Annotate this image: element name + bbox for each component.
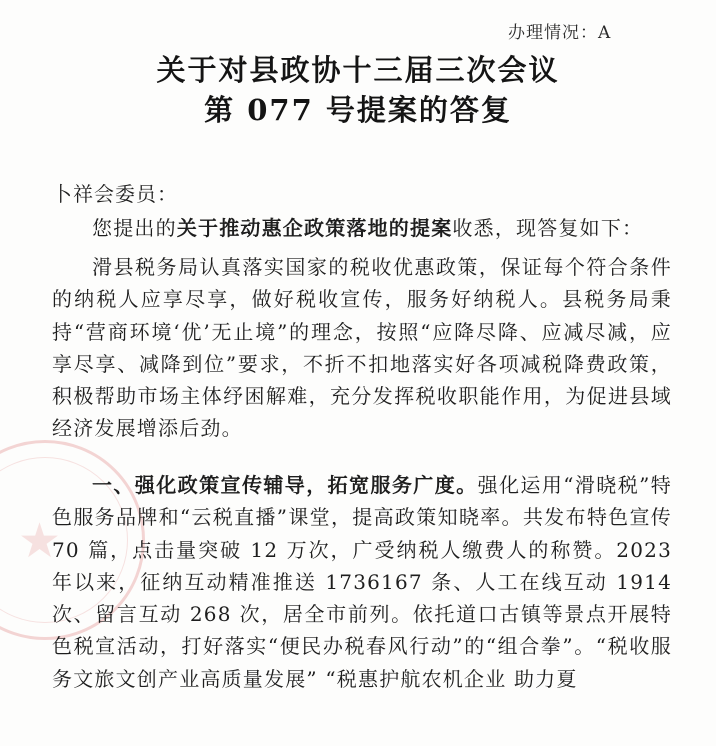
paragraph-intro (52, 212, 672, 244)
section-one-heading: 一、强化政策宣传辅导，拓宽服务广度。 (92, 473, 478, 497)
paragraph-overview: 滑县税务局认真落实国家的税收优惠政策，保证每个符合条件的纳税人应享尽享，做好税收宣传，服务好纳税人。县税务局秉持“营商环境‘优’无止境”的理念，按照“应降尽降、应减尽减，应享尽享、减降到位”要求，不折不扣地落实好各项减税降费政策，积极帮助市场主体纾困解难，充分发挥税收职能作用，为促进县域经济发展增添后劲。 (52, 255, 672, 441)
intro-suffix: 收悉，现答复如下： (452, 216, 644, 240)
document-title-line-1: 关于对县政协十三届三次会议 (156, 53, 560, 87)
salutation: 卜祥会委员： (52, 182, 178, 206)
section-one-text: 强化运用“滑晓税”特色服务品牌和“云税直播”课堂，提高政策知晓率。共发布特色宣传 70 篇，点击量突破 12 万次，广受纳税人缴费人的称赞。2023 年以来，征纳互动精准推送 1736167 条、人工在线互动 1914 次、留言互动 268 次，居全市前列。依托道口古镇等景点开展特色税宣活动，打好落实“便民办税春风行动”的“组合拳”。“税收服务文旅文创产业高质量发展” “税惠护航农机企业 助力夏 (52, 473, 672, 691)
document-title-line-2: 第 077 号提案的答复 (204, 93, 512, 127)
handling-status: 办理情况：A (508, 23, 612, 43)
seal-star-icon: ★ (18, 513, 62, 569)
proposal-name: 关于推动惠企政策落地的提案 (176, 216, 453, 240)
paragraph-section-one (52, 469, 672, 695)
intro-prefix: 您提出的 (92, 216, 177, 240)
